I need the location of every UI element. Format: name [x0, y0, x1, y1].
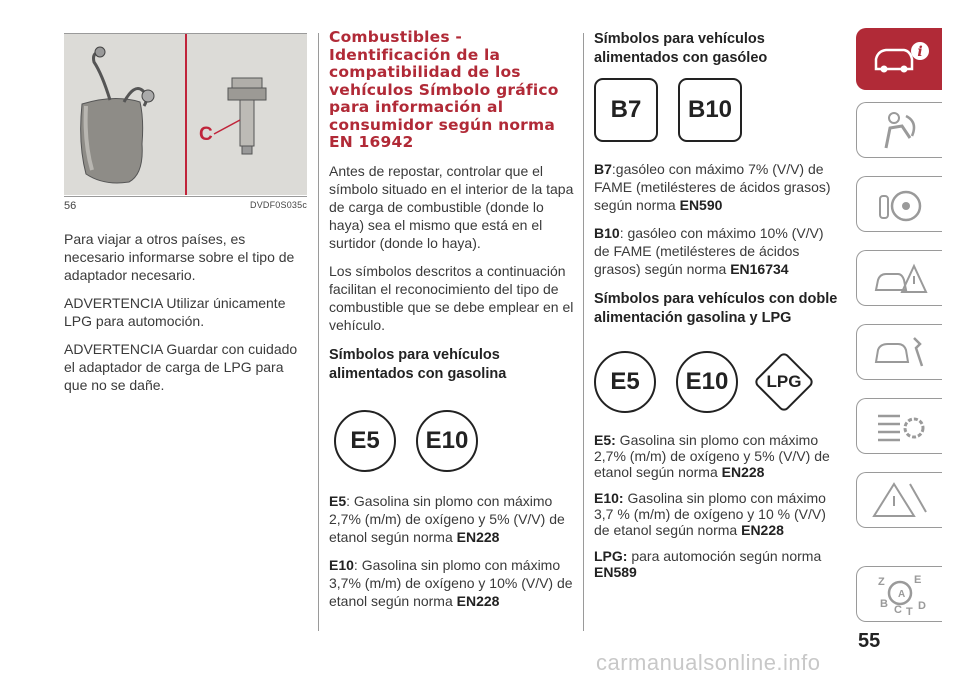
b7-label: B7: [594, 161, 612, 177]
symbols-intro-paragraph: Los símbolos descritos a continuación facilitan el reconocimiento del tipo de combustible que se debe emplear en el vehículo.: [329, 262, 574, 333]
tab-maintenance[interactable]: [856, 324, 942, 380]
dual-e5-norm: EN228: [721, 464, 765, 480]
b7-text: :gasóleo con máximo 7% (V/V) de FAME (metilésteres de ácidos grasos) según norma: [594, 161, 831, 213]
gasoline-symbols-row: [334, 410, 478, 472]
e10-text: : Gasolina sin plomo con máximo 3,7% (m/m) de oxígeno y 10% (V/V) de etanol según norma: [329, 557, 573, 609]
column-3-top: [594, 30, 839, 78]
index-letter-t: T: [905, 606, 913, 618]
dual-e10-text: Gasolina sin plomo con máximo 3,7 % (m/m) de oxígeno y 10 % (V/V) de etanol según norma: [594, 490, 826, 538]
e10-definition: [329, 556, 574, 610]
column-1: [64, 230, 308, 404]
lpg-symbol: [752, 350, 816, 414]
index-letter-z: Z: [877, 576, 885, 588]
e10-label: E10: [329, 557, 354, 573]
tab-driving[interactable]: [856, 176, 942, 232]
column-2: [329, 29, 574, 394]
dual-e10-symbol: E10: [676, 351, 738, 413]
lpg-norm: EN589: [594, 564, 637, 580]
index-letter-d: D: [917, 600, 926, 612]
e10-norm: EN228: [456, 593, 500, 609]
section-title: Combustibles - Identificación de la compatibilidad de los vehículos Símbolo gráfico para información al consumidor según norma EN 16942: [329, 28, 559, 151]
car-breakdown-warning-icon: [870, 256, 930, 300]
index-letter-c: C: [893, 604, 902, 616]
b10-norm: EN16734: [730, 261, 789, 277]
dual-e5-symbol: E5: [594, 351, 656, 413]
travel-adapter-paragraph: Para viajar a otros países, es necesario informarse sobre el tipo de adaptador necesario.: [64, 231, 295, 283]
dual-e5-definition: [594, 432, 839, 480]
figure-number: 56: [64, 200, 77, 212]
e5-label: E5: [329, 493, 347, 509]
index-letter-b: B: [879, 598, 888, 610]
tab-index[interactable]: [856, 566, 942, 622]
diesel-symbols-subtitle: Símbolos para vehículos alimentados con gasóleo: [594, 31, 768, 66]
refuel-check-paragraph: Antes de repostar, controlar que el símbolo situado en el interior de la tapa de carga de combustible (donde lo haya) sea el mismo que está en el surtidor (donde lo haya).: [329, 162, 574, 251]
lpg-symbol-text: LPG: [766, 372, 802, 391]
tab-emergency[interactable]: [856, 250, 942, 306]
tab-safety[interactable]: [856, 102, 942, 158]
column-divider-2: [583, 33, 584, 631]
tab-specifications[interactable]: [856, 398, 942, 454]
b10-symbol: B10: [678, 78, 742, 142]
car-info-icon: [868, 39, 932, 79]
lpg-text: para automoción según norma: [627, 548, 822, 564]
column-divider-1: [318, 33, 319, 631]
svg-text:i: i: [916, 44, 923, 60]
warning-triangle-icon: [870, 478, 930, 522]
figure-bottom-rule: [64, 196, 307, 197]
column-3-diesel-defs: [594, 160, 839, 338]
column-2-definitions: [329, 492, 574, 620]
b7-definition: [594, 160, 839, 214]
column-3-dual-defs: [594, 432, 839, 590]
dual-e10-label: E10:: [594, 490, 624, 506]
dual-fuel-symbols-row: [594, 350, 816, 414]
e5-symbol: E5: [334, 410, 396, 472]
b10-text: : gasóleo con máximo 10% (V/V) de FAME (metilésteres de ácidos grasos) según norma: [594, 225, 824, 277]
figure-callout-c: C: [199, 124, 213, 145]
car-maintenance-icon: [870, 330, 930, 374]
e5-text: : Gasolina sin plomo con máximo 2,7% (m/m) de oxígeno y 5% (V/V) de etanol según norma: [329, 493, 565, 545]
dual-e10-definition: [594, 490, 839, 538]
watermark: carmanualsonline.info: [596, 650, 821, 675]
steering-wheel-icon: [870, 182, 930, 226]
lpg-definition: [594, 548, 839, 580]
e10-symbol: E10: [416, 410, 478, 472]
lpg-label: LPG:: [594, 548, 628, 564]
page-number: 55: [858, 630, 881, 652]
adapter-care-warning-paragraph: ADVERTENCIA Guardar con cuidado el adaptador de carga de LPG para que no se dañe.: [64, 341, 298, 393]
specs-list-gear-icon: [870, 404, 930, 448]
dual-e10-norm: EN228: [741, 522, 784, 538]
figure-code: DVDF0S035c: [250, 200, 308, 210]
b10-definition: [594, 224, 839, 278]
dual-fuel-symbols-subtitle: Símbolos para vehículos con doble alimentación gasolina y LPG: [594, 291, 838, 326]
gasoline-symbols-subtitle: Símbolos para vehículos alimentados con gasolina: [329, 346, 507, 382]
lpg-warning-paragraph: ADVERTENCIA Utilizar únicamente LPG para automoción.: [64, 295, 286, 329]
index-letters-icon: [868, 569, 932, 619]
b10-label: B10: [594, 225, 620, 241]
figure-divider: [185, 34, 187, 195]
tab-car-info[interactable]: [856, 28, 942, 90]
dual-e5-text: Gasolina sin plomo con máximo 2,7% (m/m) de oxígeno y 5% (V/V) de etanol según norma: [594, 432, 830, 480]
lpg-adapter-figure: [64, 34, 307, 195]
b7-norm: EN590: [679, 197, 723, 213]
dual-e5-label: E5:: [594, 432, 616, 448]
b7-symbol: B7: [594, 78, 658, 142]
index-letter-a: A: [897, 589, 905, 600]
e5-norm: EN228: [456, 529, 500, 545]
e5-definition: [329, 492, 574, 546]
airbag-person-icon: [870, 108, 930, 152]
diesel-symbols-row: [594, 78, 742, 142]
tab-warnings[interactable]: [856, 472, 942, 528]
index-letter-e: E: [913, 574, 921, 586]
